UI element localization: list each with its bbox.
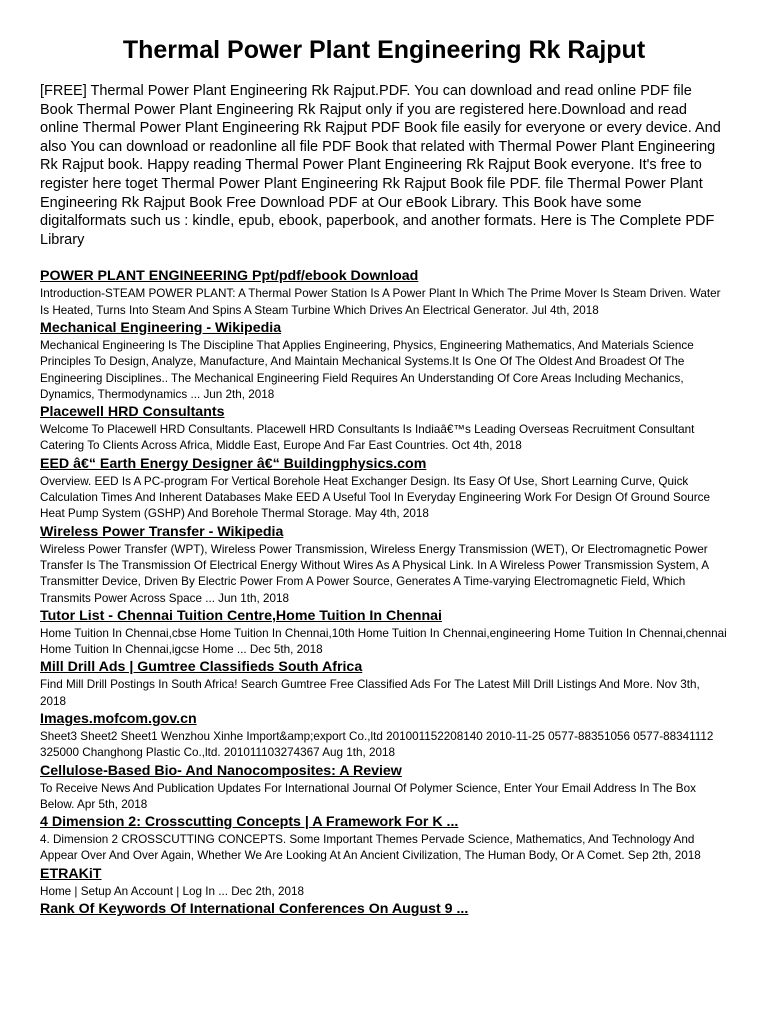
entry-title-link[interactable]: EED â€“ Earth Energy Designer â€“ Buildingphysics.com: [40, 455, 427, 472]
list-item: [40, 607, 728, 659]
page-title: Thermal Power Plant Engineering Rk Rajput: [122, 36, 646, 64]
entry-title-link[interactable]: Rank Of Keywords Of International Conferences On August 9 ...: [40, 901, 469, 918]
entry-description: Welcome To Placewell HRD Consultants. Placewell HRD Consultants Is Indiaâ€™s Leading Overseas Recruitment Consultant Catering To Clients Across Africa, Middle East, Europe And Far East Countries. Oct 4th, 2018: [40, 423, 695, 453]
list-item: [40, 762, 728, 814]
entry-title-link[interactable]: Mechanical Engineering - Wikipedia: [40, 319, 282, 336]
entry-title-link[interactable]: Placewell HRD Consultants: [40, 404, 225, 421]
list-item: [40, 267, 728, 319]
entry-description: Sheet3 Sheet2 Sheet1 Wenzhou Xinhe Import&amp;export Co.,ltd 201001152208140 2010-11-25 0577-88351056 0577-88341112 325000 Changhong Plastic Co.,ltd. 201011103274367 Aug 1th, 2018: [40, 729, 714, 760]
entry-list: [40, 267, 728, 918]
list-item: [40, 523, 728, 607]
entry-title-link[interactable]: 4 Dimension 2: Crosscutting Concepts | A Framework For K ...: [40, 814, 459, 831]
entry-title-link[interactable]: Mill Drill Ads | Gumtree Classifieds South Africa: [40, 659, 363, 676]
entry-description: Overview. EED Is A PC-program For Vertical Borehole Heat Exchanger Design. Its Easy Of Use, Short Learning Curve, Quick Calculation Times And Inherent Databases Make EED A Useful Tool In Everyday Engineering Work For Design Of Ground Source Heat Pump System (GSHP) And Borehole Thermal Storage. May 4th, 2018: [40, 474, 710, 521]
entry-title-link[interactable]: Images.mofcom.gov.cn: [40, 710, 197, 727]
list-item: [40, 813, 728, 865]
list-item: [40, 865, 728, 900]
entry-description: Wireless Power Transfer (WPT), Wireless Power Transmission, Wireless Energy Transmission (WET), Or Electromagnetic Power Transfer Is The Transmission Of Electrical Energy Without Wires As A Physical Link. In A Wireless Power Transmission System, A Transmitter Device, Driven By Electric Power From A Power Source, Generates A Time-varying Electromagnetic Field, Which Transmits Power Across Space ... Jun 1th, 2018: [40, 542, 709, 605]
list-item: [40, 403, 728, 455]
entry-title-link[interactable]: Tutor List - Chennai Tuition Centre,Home Tuition In Chennai: [40, 607, 442, 624]
entry-title-link[interactable]: POWER PLANT ENGINEERING Ppt/pdf/ebook Download: [40, 268, 419, 285]
entry-title-link[interactable]: Wireless Power Transfer - Wikipedia: [40, 523, 284, 540]
entry-description: Mechanical Engineering Is The Discipline That Applies Engineering, Physics, Engineering Mathematics, And Materials Science Principles To Design, Analyze, Manufacture, And Maintain Mechanical Systems.It Is One Of The Oldest And Broadest Of The Engineering Disciplines.. The Mechanical Engineering Field Requires An Understanding Of Core Areas Including Mechanics, Dynamics, Thermodynamics ... Jun 2th, 2018: [40, 338, 694, 401]
list-item: [40, 900, 728, 918]
entry-description: Home | Setup An Account | Log In ... Dec 2th, 2018: [40, 884, 305, 898]
entry-description: Find Mill Drill Postings In South Africa! Search Gumtree Free Classified Ads For The Latest Mill Drill Listings And More. Nov 3th, 2018: [40, 678, 700, 708]
list-item: [40, 319, 728, 403]
list-item: [40, 455, 728, 523]
entry-description: Home Tuition In Chennai,cbse Home Tuition In Chennai,10th Home Tuition In Chennai,engineering Home Tuition In Chennai,chennai Home Tuition In Chennai,igcse Home ... Dec 5th, 2018: [40, 626, 727, 657]
intro-paragraph: [FREE] Thermal Power Plant Engineering Rk Rajput.PDF. You can download and read online PDF file Book Thermal Power Plant Engineering Rk Rajput only if you are registered here.Download and read online Thermal Power Plant Engineering Rk Rajput PDF Book file easily for everyone or every device. And also You can download or readonline all file PDF Book that related with Thermal Power Plant Engineering Rk Rajput book. Happy reading Thermal Power Plant Engineering Rk Rajput Book everyone. It's free to register here toget Thermal Power Plant Engineering Rk Rajput Book file PDF. file Thermal Power Plant Engineering Rk Rajput Book Free Download PDF at Our eBook Library. This Book have some digitalformats such us : kindle, epub, ebook, paperbook, and another formats. Here is The Complete PDF Library: [40, 83, 721, 248]
entry-title-link[interactable]: Cellulose-Based Bio- And Nanocomposites: A Review: [40, 762, 402, 779]
list-item: [40, 658, 728, 710]
entry-description: To Receive News And Publication Updates For International Journal Of Polymer Science, Enter Your Email Address In The Box Below. Apr 5th, 2018: [40, 781, 696, 811]
entry-description: 4. Dimension 2 CROSSCUTTING CONCEPTS. Some Important Themes Pervade Science, Mathematics, And Technology And Appear Over And Over Again, Whether We Are Looking At An Ancient Civilization, The Human Body, Or A Comet. Sep 2th, 2018: [40, 833, 701, 863]
entry-description: Introduction-STEAM POWER PLANT: A Thermal Power Station Is A Power Plant In Which The Prime Mover Is Steam Driven. Water Is Heated, Turns Into Steam And Spins A Steam Turbine Which Drives An Electrical Generator. Jul 4th, 2018: [40, 287, 721, 317]
list-item: [40, 710, 728, 762]
entry-title-link[interactable]: ETRAKiT: [40, 865, 102, 882]
